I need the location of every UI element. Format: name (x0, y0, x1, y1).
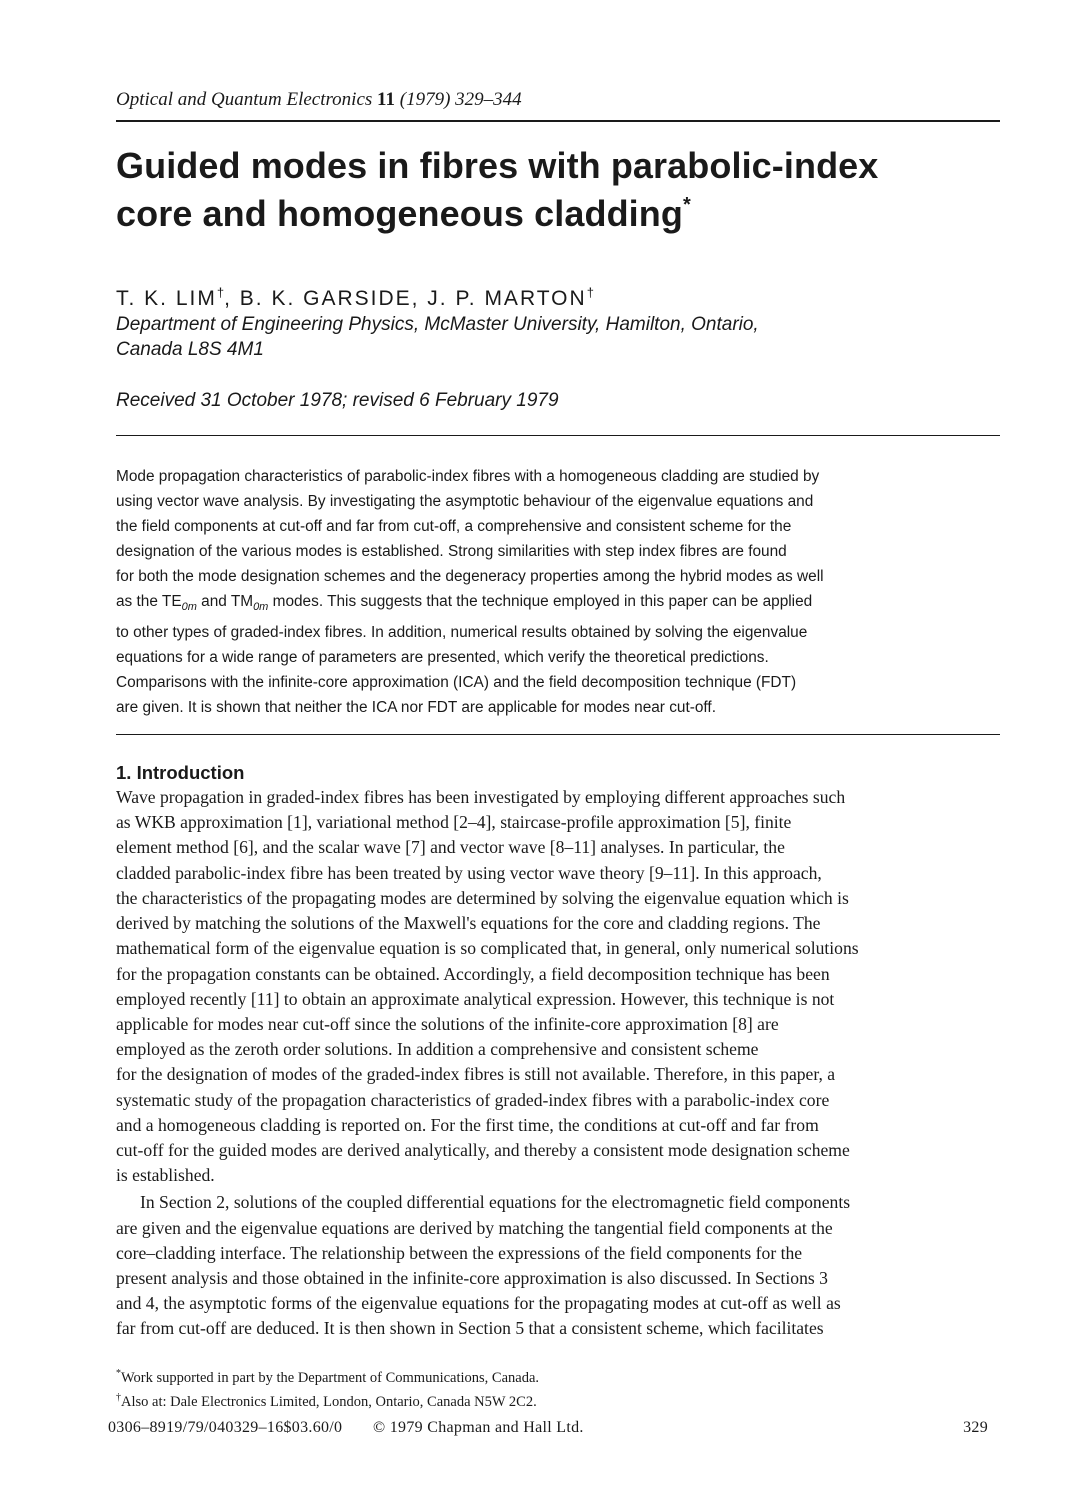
author-1: T. K. LIM (116, 287, 217, 310)
journal-volume: 11 (377, 89, 395, 110)
abstract-line: designation of the various modes is established. Strong similarities with step index fibres are found (116, 543, 787, 560)
abstract-line: Comparisons with the infinite-core approximation (ICA) and the field decomposition technique (FDT) (116, 674, 797, 692)
header-rule (116, 120, 1000, 122)
paragraph-2 (116, 1190, 1000, 1341)
body-line: and a homogeneous cladding is reported on. For the first time, the conditions at cut-off and far from (116, 1114, 819, 1135)
body-line: are given and the eigenvalue equations are derived by matching the tangential field components at the (116, 1217, 833, 1238)
abstract-line (116, 589, 1000, 620)
footnote-2-marker: † (116, 1391, 121, 1403)
article-title (116, 142, 1000, 238)
abstract-line: for both the mode designation schemes and the degeneracy properties among the hybrid modes as well (116, 568, 824, 585)
body-line: present analysis and those obtained in the infinite-core approximation is also discussed. In Sections 3 (116, 1267, 828, 1288)
body-line: cut-off for the guided modes are derived analytically, and thereby a consistent mode designation scheme (116, 1139, 850, 1160)
abstract-top-rule (116, 435, 1000, 436)
body-line: far from cut-off are deduced. It is then shown in Section 5 that a consistent scheme, which facilitates (116, 1318, 824, 1339)
author-3-marker: † (586, 285, 594, 300)
abstract-line: to other types of graded-index fibres. In addition, numerical results obtained by solving the eigenvalue (116, 624, 808, 642)
footnote-1 (116, 1364, 1000, 1388)
affiliation-line-2: Canada L8S 4M1 (116, 339, 264, 360)
journal-pages: (1979) 329–344 (399, 89, 522, 110)
body-line: is established. (116, 1165, 215, 1186)
author-1-marker: † (216, 285, 225, 300)
author-list (116, 280, 1000, 312)
subscript: 0m (181, 601, 197, 614)
body-line: for the designation of modes of the graded-index fibres is still not available. Therefore, in this paper, a (116, 1064, 836, 1085)
abstract-line: Mode propagation characteristics of parabolic-index fibres with a homogeneous cladding are studied by (116, 468, 820, 485)
body-line: employed as the zeroth order solutions. In addition a comprehensive and consistent scheme (116, 1039, 759, 1060)
footnote-1-marker: * (116, 1368, 121, 1379)
abstract-line: the field components at cut-off and far from cut-off, a comprehensive and consistent scheme for the (116, 518, 792, 535)
authors-rest: , B. K. GARSIDE, J. P. MARTON (224, 287, 587, 310)
affiliation-line-1: Department of Engineering Physics, McMaster University, Hamilton, Ontario, (116, 314, 759, 335)
abstract-text: modes. This suggests that the technique employed in this paper can be applied (268, 593, 813, 610)
body-line: and 4, the asymptotic forms of the eigenvalue equations for the propagating modes at cut-off as well as (116, 1293, 841, 1314)
body-line: mathematical form of the eigenvalue equation is so complicated that, in general, only numerical solutions (116, 938, 859, 959)
abstract (116, 464, 1000, 720)
abstract-text: as the TE (116, 593, 182, 610)
title-footnote-marker: * (682, 194, 691, 216)
received-date: Received 31 October 1978; revised 6 February 1979 (116, 390, 559, 411)
article-code: 0306–8919/79/040329–16$03.60/0 (108, 1419, 343, 1436)
body-line: In Section 2, solutions of the coupled differential equations for the electromagnetic field components (140, 1192, 851, 1213)
section-heading: 1. Introduction (116, 762, 245, 784)
body-line: the characteristics of the propagating modes are determined by solving the eigenvalue equation which is (116, 887, 849, 908)
subscript: 0m (253, 601, 269, 614)
footnotes (116, 1364, 1000, 1412)
page-number: 329 (963, 1419, 988, 1436)
footnote-2-text: Also at: Dale Electronics Limited, London, Ontario, Canada N5W 2C2. (121, 1393, 537, 1410)
abstract-line: using vector wave analysis. By investigating the asymptotic behaviour of the eigenvalue equations and (116, 493, 814, 510)
page-footer (108, 1418, 988, 1438)
body-line: applicable for modes near cut-off since the solutions of the infinite-core approximation [8] are (116, 1013, 779, 1034)
abstract-bottom-rule (116, 734, 1000, 735)
body-line: derived by matching the solutions of the Maxwell's equations for the core and cladding regions. The (116, 913, 821, 934)
article-page (116, 88, 1000, 1342)
title-line-1: Guided modes in fibres with parabolic-index (116, 145, 879, 186)
body-line: employed recently [11] to obtain an approximate analytical expression. However, this technique is not (116, 988, 835, 1009)
journal-name: Optical and Quantum Electronics (116, 89, 373, 110)
body-line: for the propagation constants can be obtained. Accordingly, a field decomposition technique has been (116, 963, 830, 984)
body-line: element method [6], and the scalar wave [7] and vector wave [8–11] analyses. In particular, the (116, 837, 785, 858)
footnote-2 (116, 1388, 1000, 1412)
body-line: Wave propagation in graded-index fibres has been investigated by employing different approaches such (116, 787, 846, 808)
copyright: © 1979 Chapman and Hall Ltd. (372, 1419, 584, 1436)
body-line: cladded parabolic-index fibre has been treated by using vector wave theory [9–11]. In this approach, (116, 862, 822, 883)
paragraph-1 (116, 785, 1000, 1188)
affiliation (116, 312, 1000, 362)
abstract-line: equations for a wide range of parameters are presented, which verify the theoretical predictions. (116, 649, 769, 667)
abstract-text: and TM (196, 593, 254, 610)
body-line: core–cladding interface. The relationship between the expressions of the field components for the (116, 1242, 803, 1263)
title-line-2: core and homogeneous cladding (116, 193, 683, 234)
abstract-line: are given. It is shown that neither the ICA nor FDT are applicable for modes near cut-off. (116, 699, 716, 717)
body-line: systematic study of the propagation characteristics of graded-index fibres with a parabolic-index core (116, 1089, 830, 1110)
journal-citation (116, 88, 1000, 112)
footnote-1-text: Work supported in part by the Department of Communications, Canada. (121, 1369, 540, 1386)
body-line: as WKB approximation [1], variational method [2–4], staircase-profile approximation [5], finite (116, 812, 792, 833)
